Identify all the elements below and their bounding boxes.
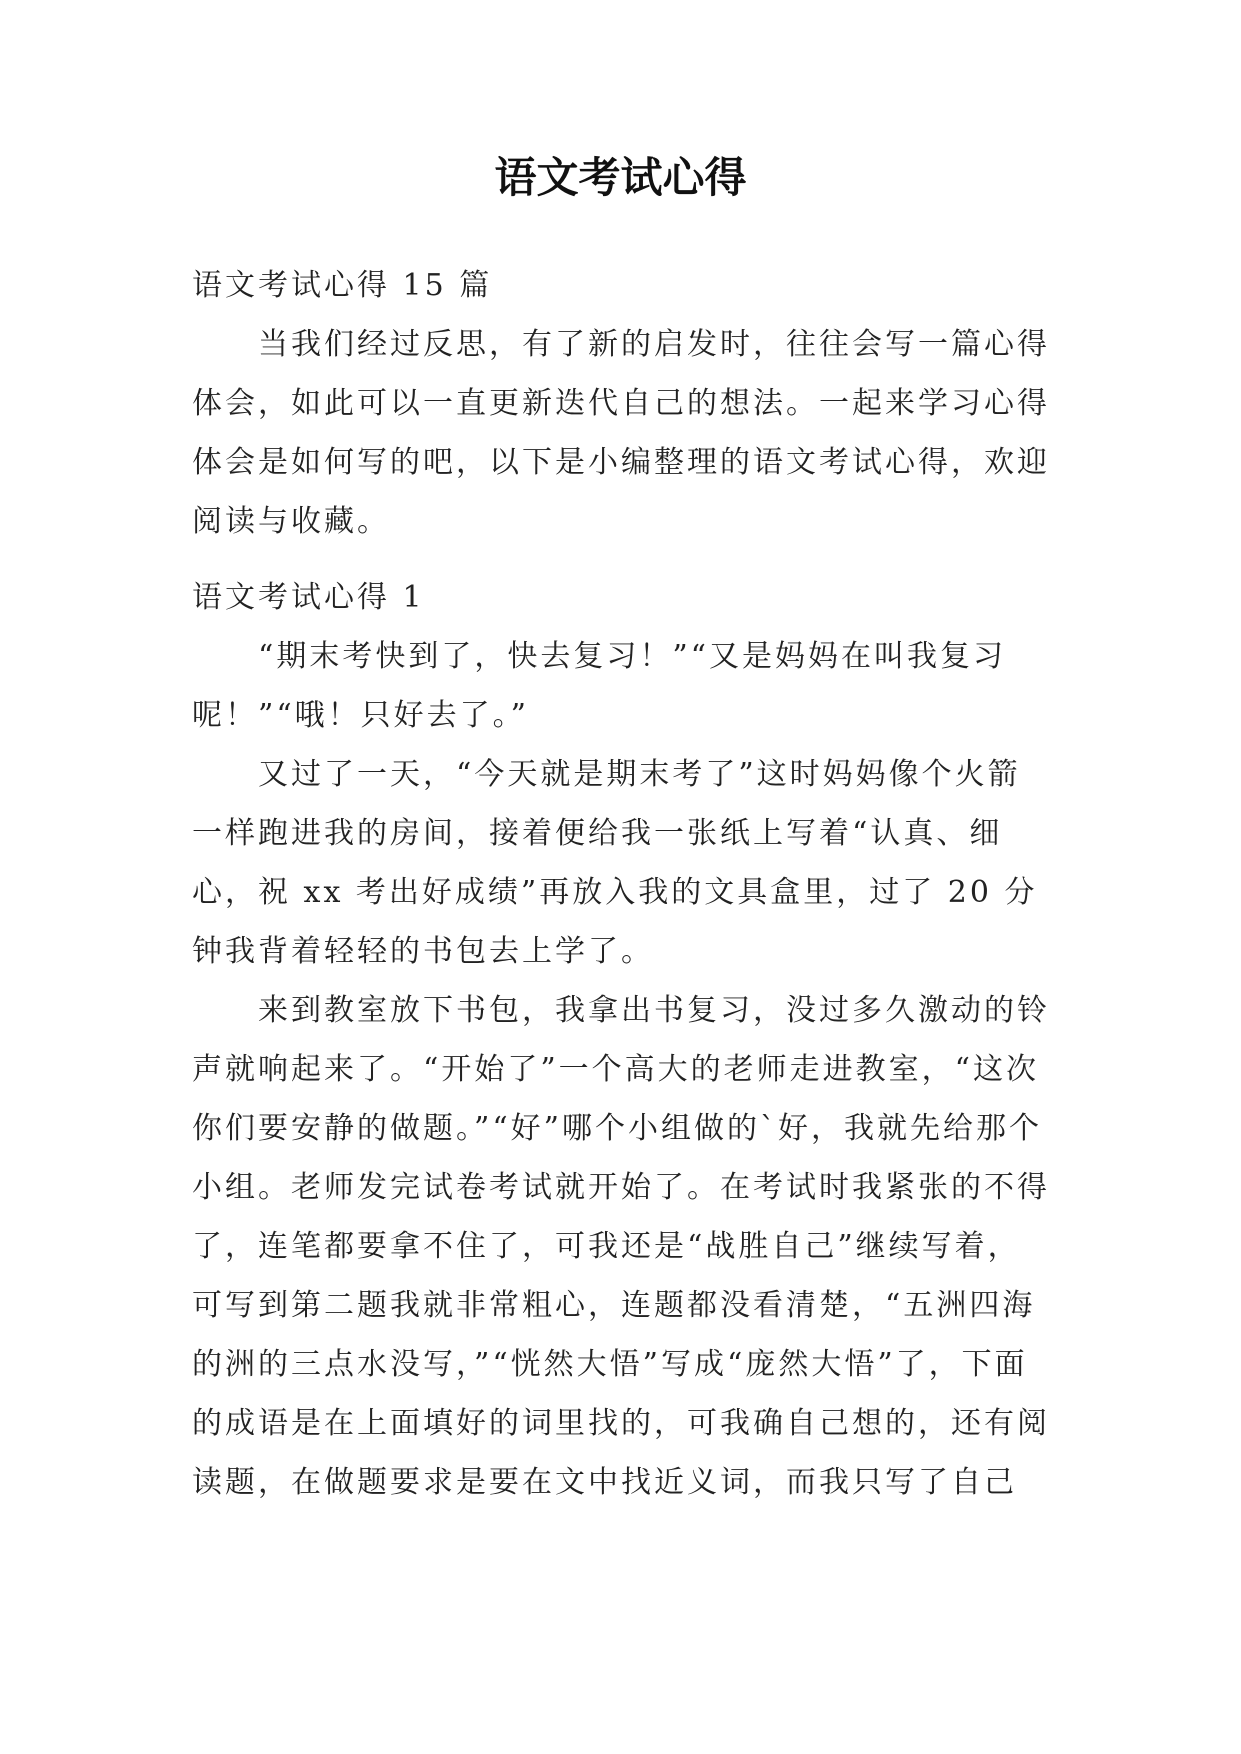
section-1-paragraph-3: 来到教室放下书包，我拿出书复习，没过多久激动的铃声就响起来了。“开始了”一个高大的老师走进教室，“这次你们要安静的做题。”“好”哪个小组做的`好，我就先给那个小组。老师发完试卷考试就开始了。在考试时我紧张的不得了，连笔都要拿不住了，可我还是“战胜自己”继续写着，可写到第二题我就非常粗心，连题都没看清楚，“五洲四海的洲的三点水没写，”“恍然大悟”写成“庞然大悟”了，下面的成语是在上面填好的词里找的，可我确自己想的，还有阅读题，在做题要求是要在文中找近义词，而我只写了自己 (192, 993, 1050, 1500)
section-1-paragraph-2: 又过了一天，“今天就是期末考了”这时妈妈像个火箭一样跑进我的房间，接着便给我一张纸上写着“认真、细心，祝 xx 考出好成绩”再放入我的文具盒里，过了 20 分钟我背着轻轻的书包去上学了。 (192, 757, 1038, 969)
intro-heading: 语文考试心得 15 篇 (192, 268, 493, 303)
intro-paragraph: 当我们经过反思，有了新的启发时，往往会写一篇心得体会，如此可以一直更新迭代自己的想法。一起来学习心得体会是如何写的吧，以下是小编整理的语文考试心得，欢迎阅读与收藏。 (192, 327, 1050, 539)
section-1-heading: 语文考试心得 1 (192, 580, 425, 615)
section-1 (192, 568, 1052, 1512)
intro-block (192, 256, 1052, 551)
section-1-paragraph-1: “期末考快到了，快去复习！”“又是妈妈在叫我复习呢！”“哦！只好去了。” (192, 639, 1007, 733)
document-title: 语文考试心得 (494, 153, 747, 202)
